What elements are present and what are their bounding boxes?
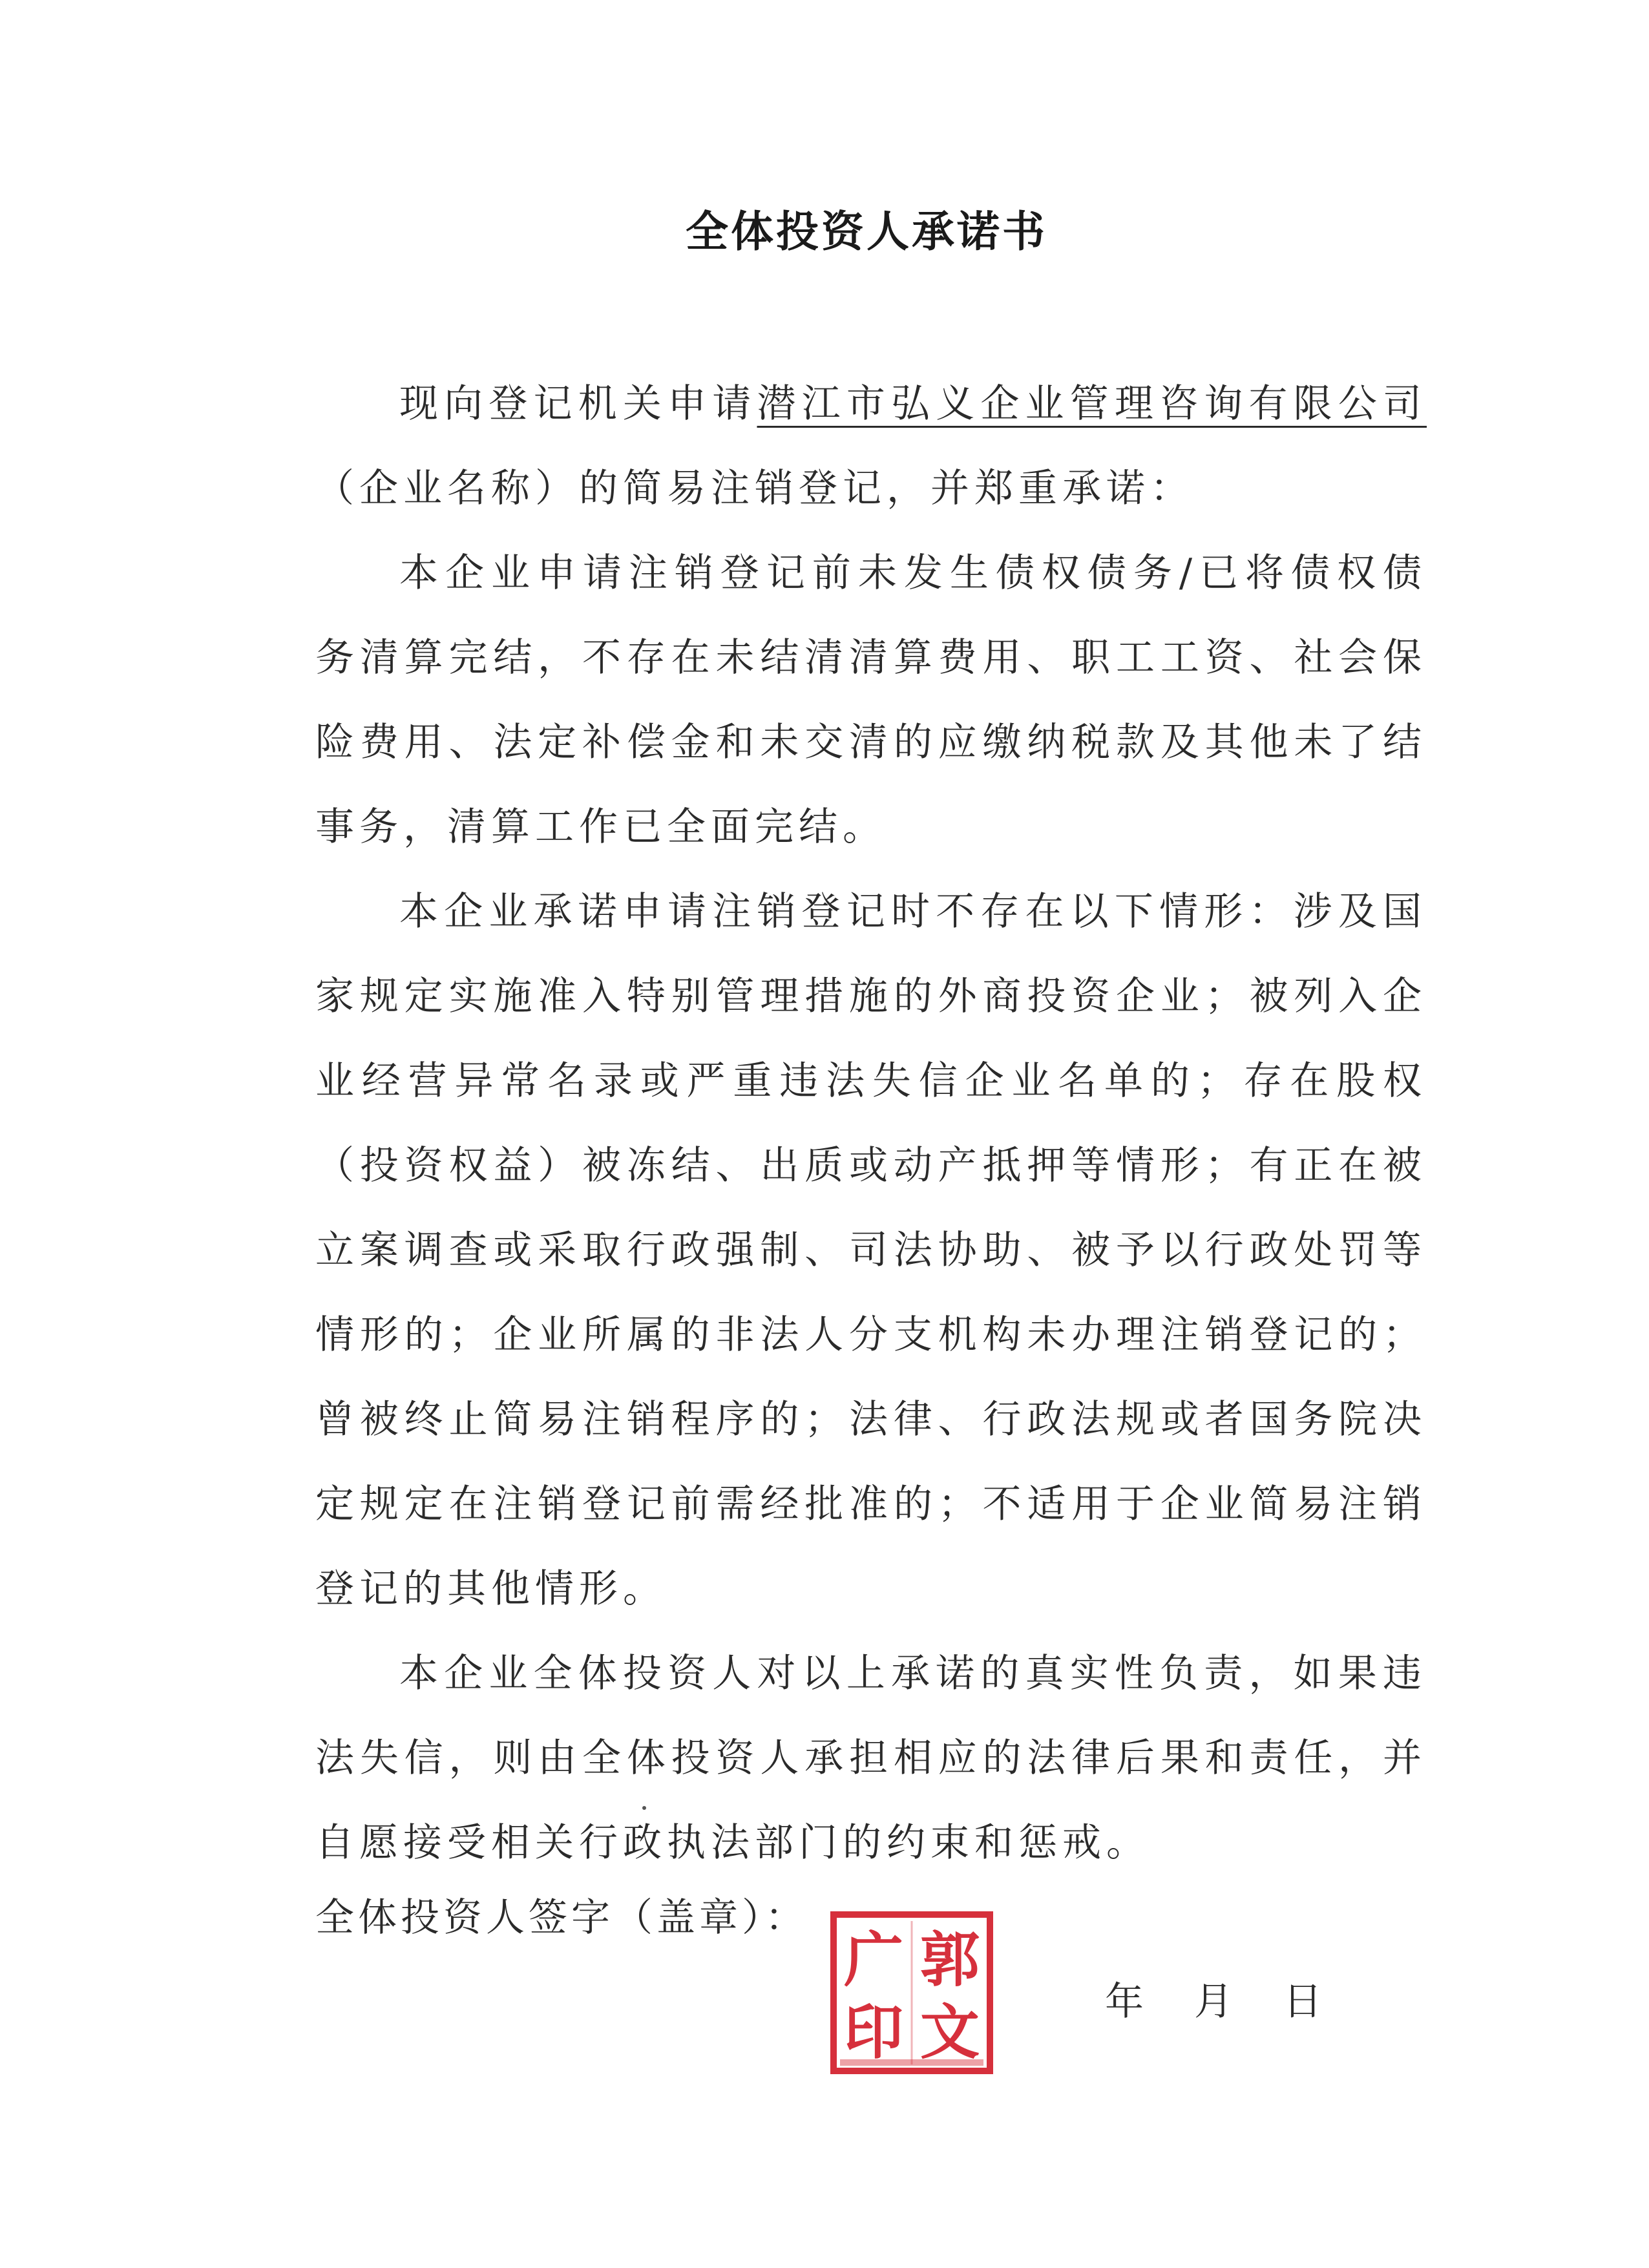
intro-paragraph bbox=[315, 362, 1427, 531]
date-day-label: 日 bbox=[1283, 1979, 1322, 2024]
seal-char-3: 印 bbox=[843, 1998, 904, 2067]
personal-seal-stamp bbox=[828, 1909, 995, 2076]
company-name: 潜江市弘义企业管理咨询有限公司 bbox=[757, 381, 1427, 426]
seal-char-2: 郭 bbox=[919, 1926, 980, 1995]
date-line bbox=[1105, 1971, 1322, 2026]
document-title: 全体投资人承诺书 bbox=[686, 207, 1047, 257]
seal-bottom-band bbox=[840, 2059, 983, 2066]
seal-char-1: 广 bbox=[843, 1926, 904, 1995]
commitment-paragraph-2: 本企业承诺申请注销登记时不存在以下情形：涉及国家规定实施准入特别管理措施的外商投资企业；被列入企业经营异常名录或严重违法失信企业名单的；存在股权（投资权益）被冻结、出质或动产抵押等情形；有正在被立案调查或采取行政强制、司法协助、被予以行政处罚等情形的；企业所属的非法人分支机构未办理注销登记的；曾被终止简易注销程序的；法律、行政法规或者国务院决定规定在注销登记前需经批准的；不适用于企业简易注销登记的其他情形。 bbox=[315, 889, 1427, 1612]
date-year-label: 年 bbox=[1105, 1979, 1144, 2024]
signature-label: 全体投资人签字（盖章）： bbox=[315, 1895, 808, 1940]
seal-char-4: 文 bbox=[919, 1998, 980, 2067]
date-month-label: 月 bbox=[1194, 1979, 1233, 2024]
intro-before: 现向登记机关申请 bbox=[399, 381, 757, 426]
commitment-paragraph-3: 本企业全体投资人对以上承诺的真实性负责，如果违法失信，则由全体投资人承担相应的法律后果和责任，并自愿接受相关行政执法部门的约束和惩戒。 bbox=[315, 1651, 1427, 1865]
intro-after: （企业名称）的简易注销登记，并郑重承诺： bbox=[315, 466, 1194, 511]
document-body bbox=[315, 362, 1427, 1885]
commitment-paragraph-1: 本企业申请注销登记前未发生债权债务/已将债权债务清算完结，不存在未结清清算费用、职工工资、社会保险费用、法定补偿金和未交清的应缴纳税款及其他未了结事务，清算工作已全面完结。 bbox=[315, 551, 1427, 850]
scan-speck bbox=[642, 1806, 646, 1810]
